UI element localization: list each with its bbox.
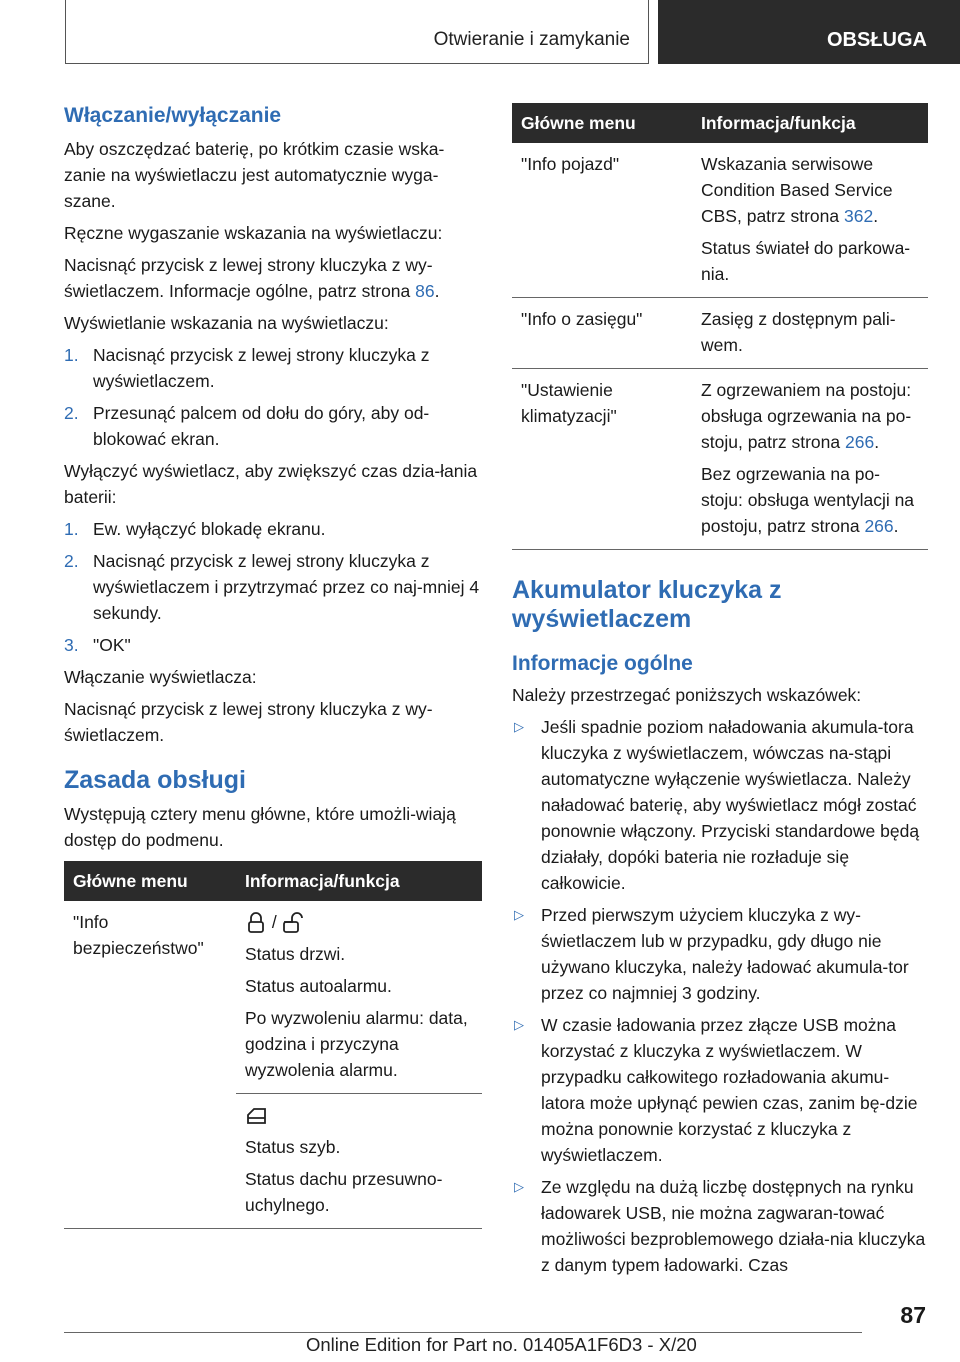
heading-akumulator: Akumulator kluczyka z wyświetlaczem <box>512 576 782 633</box>
list-item: ▷ Jeśli spadnie poziom naładowania akumula-tora kluczyka z wyświetlaczem, wówczas na-stąpi automatyczne wyłączenie wyświetlacza. Należy naładować baterię, aby wyświetlacz mógł zostać ponownie włączony. Przyciski standardowe będą działały, dopóki bateria nie rozładuje się całkowicie. <box>512 714 928 896</box>
table-line: Status autoalarmu. <box>245 976 392 996</box>
heading-wlaczanie: Włączanie/wyłączanie <box>64 104 282 127</box>
door-lock-icon <box>245 912 267 934</box>
table-line: Status szyb. <box>245 1137 341 1157</box>
table-line: Zasięg z dostępnym pali-wem. <box>701 309 896 355</box>
table-cell-info <box>692 369 928 550</box>
triangle-bullet-icon: ▷ <box>514 719 524 734</box>
table-header-info: Informacja/funkcja <box>236 861 482 901</box>
table-header-info: Informacja/funkcja <box>692 103 928 143</box>
table-cell-info <box>692 143 928 298</box>
table-line: Z ogrzewaniem na postoju: obsługa ogrzewania na po-stoju, patrz strona 266. <box>701 380 912 452</box>
table-row <box>512 298 928 369</box>
page-link[interactable]: 362 <box>844 206 874 226</box>
table-line: Bez ogrzewania na po-stoju: obsługa wentylacji na postoju, patrz strona 266. <box>701 464 915 536</box>
icon-line <box>245 1102 473 1128</box>
list-item: 2. Nacisnąć przycisk z lewej strony kluczyka z wyświetlaczem i przytrzymać przez co naj-mniej 4 sekundy. <box>64 551 480 623</box>
footer-edition: Online Edition for Part no. 01405A1F6D3 - X/20 <box>306 1334 697 1355</box>
left-column <box>64 100 482 1229</box>
right-column <box>512 103 928 1284</box>
table-row <box>64 901 482 1094</box>
ordered-list <box>64 516 482 658</box>
table-line: Wskazania serwisowe Condition Based Service CBS, patrz strona 362. <box>701 154 893 226</box>
list-item: 1. Ew. wyłączyć blokadę ekranu. <box>64 519 326 539</box>
page-number: 87 <box>900 1302 926 1328</box>
ordered-list <box>64 342 482 452</box>
table-cell-info <box>236 1094 482 1229</box>
table-cell-menu: "Info pojazd" <box>512 143 692 298</box>
page-link[interactable]: 86 <box>415 281 435 301</box>
table-row <box>512 369 928 550</box>
triangle-bullet-icon: ▷ <box>514 1179 524 1194</box>
list-item: 3. "OK" <box>64 635 131 655</box>
heading-zasada: Zasada obsługi <box>64 766 246 794</box>
paragraph: Nacisnąć przycisk z lewej strony kluczyka z wy-świetlaczem. Informacje ogólne, patrz strona 86. <box>64 255 440 301</box>
heading-informacje-ogolne: Informacje ogólne <box>512 652 693 675</box>
menu-table-right <box>512 103 928 550</box>
page-link[interactable]: 266 <box>864 516 894 536</box>
paragraph: Aby oszczędzać baterię, po krótkim czasie wska-zanie na wyświetlaczu jest automatycznie wyga-szane. <box>64 139 445 211</box>
header-section-title: Otwieranie i zamykanie <box>433 29 630 50</box>
paragraph: Włączanie wyświetlacza: <box>64 667 257 687</box>
page-link[interactable]: 266 <box>844 432 875 452</box>
table-cell-menu: "Info bezpieczeństwo" <box>64 901 236 1229</box>
footer-divider <box>64 1332 862 1333</box>
paragraph: Należy przestrzegać poniższych wskazówek: <box>512 685 862 705</box>
door-open-icon <box>282 912 308 934</box>
icon-line: / <box>245 909 473 935</box>
paragraph: Ręczne wygaszanie wskazania na wyświetlaczu: <box>64 223 443 243</box>
paragraph: Występują cztery menu główne, które umożli-wiają dostęp do podmenu. <box>64 804 456 850</box>
table-line: Status świateł do parkowa-nia. <box>701 238 911 284</box>
list-item: ▷ Przed pierwszym użyciem kluczyka z wy-świetlaczem lub w przypadku, gdy długo nie używano kluczyka, należy ładować akumula-tor przez co najmniej 3 godziny. <box>512 902 928 1006</box>
table-cell-menu: "Info o zasięgu" <box>512 298 692 369</box>
window-icon <box>245 1105 269 1127</box>
paragraph: Wyświetlanie wskazania na wyświetlaczu: <box>64 313 389 333</box>
bullet-list <box>512 714 928 1278</box>
paragraph: Wyłączyć wyświetlacz, aby zwiększyć czas dzia-łania baterii: <box>64 461 478 507</box>
triangle-bullet-icon: ▷ <box>514 1017 524 1032</box>
table-cell-menu: "Ustawienie klimatyzacji" <box>512 369 692 550</box>
list-item: ▷ W czasie ładowania przez złącze USB można korzystać z kluczyka z wyświetlaczem. W przypadku całkowitego rozładowania akumu-latora może upłynąć pewien czas, zanim bę-dzie można ponownie korzystać z kluczyka z wyświetlaczem. <box>512 1012 928 1168</box>
list-item: 1. Nacisnąć przycisk z lewej strony kluczyka z wyświetlaczem. <box>64 345 430 391</box>
header-chapter-tab: OBSŁUGA <box>658 0 960 64</box>
table-cell-info <box>236 901 482 1094</box>
list-item: ▷ Ze względu na dużą liczbę dostępnych na rynku ładowarek USB, nie można zagwaran-tować możliwości bezproblemowego działa-nia kluczyka z danym typem ładowarki. Czas <box>512 1174 928 1278</box>
table-line: Po wyzwoleniu alarmu: data, godzina i przyczyna wyzwolenia alarmu. <box>245 1008 468 1080</box>
triangle-bullet-icon: ▷ <box>514 907 524 922</box>
table-header-menu: Główne menu <box>512 103 692 143</box>
table-line: Status drzwi. <box>245 944 346 964</box>
table-line: Status dachu przesuwno-uchylnego. <box>245 1169 443 1215</box>
list-item: 2. Przesunąć palcem od dołu do góry, aby od-blokować ekran. <box>64 403 430 449</box>
menu-table-left <box>64 861 482 1229</box>
table-row <box>512 143 928 298</box>
table-cell-info <box>692 298 928 369</box>
table-header-menu: Główne menu <box>64 861 236 901</box>
paragraph: Nacisnąć przycisk z lewej strony kluczyka z wy-świetlaczem. <box>64 699 433 745</box>
